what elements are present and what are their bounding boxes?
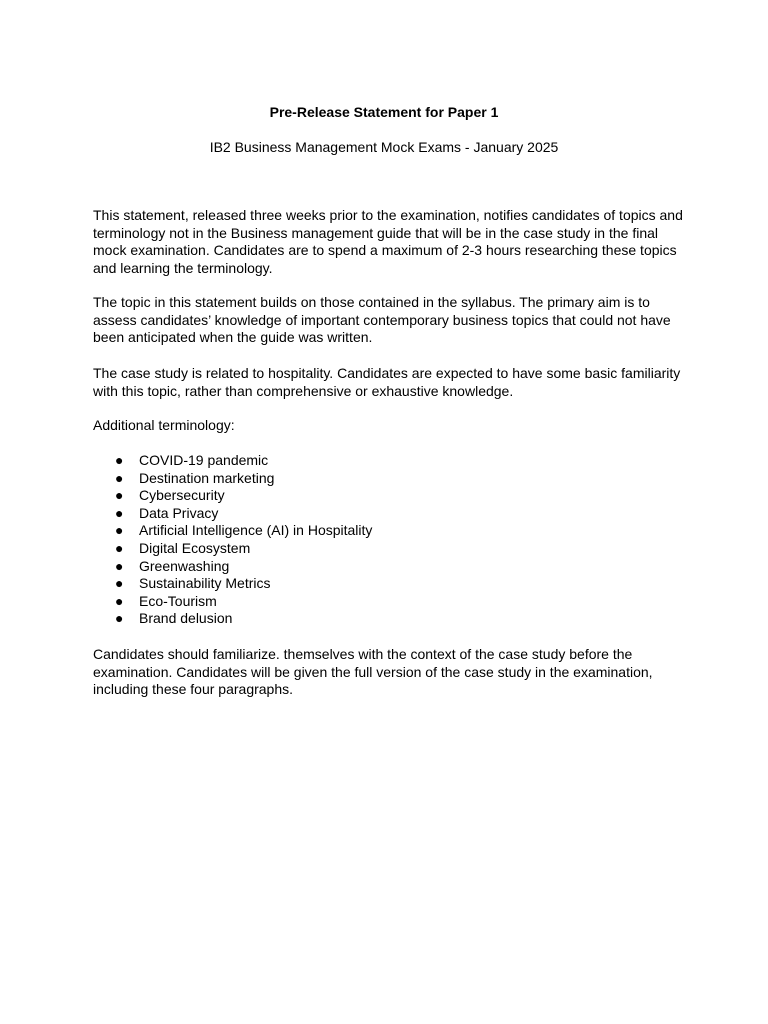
list-item	[93, 593, 372, 611]
paragraph-intro: This statement, released three weeks prior to the examination, notifies candidates of topics and terminology not in the Business management guide that will be in the case study in the final mock examination. Candidates are to spend a maximum of 2-3 hours researching these topics and learning the terminology.	[93, 207, 683, 276]
list-item	[93, 540, 372, 558]
bullet-icon: ●	[115, 469, 124, 486]
bullet-icon: ●	[115, 452, 124, 468]
terminology-heading: Additional terminology:	[93, 417, 235, 433]
bullet-icon: ●	[115, 487, 124, 504]
list-item	[93, 610, 372, 628]
term-label: Digital Ecosystem	[139, 539, 251, 556]
document-title: Pre-Release Statement for Paper 1	[269, 104, 499, 120]
list-item	[93, 487, 372, 505]
list-item	[93, 452, 372, 470]
term-label: Greenwashing	[139, 557, 230, 574]
term-label: COVID-19 pandemic	[139, 452, 269, 468]
bullet-icon: ●	[115, 610, 124, 627]
term-label: Data Privacy	[139, 504, 219, 521]
bullet-icon: ●	[115, 557, 124, 574]
terminology-list	[93, 452, 372, 628]
list-item	[93, 470, 372, 488]
bullet-icon: ●	[115, 592, 124, 609]
bullet-icon: ●	[115, 539, 124, 556]
list-item	[93, 522, 372, 540]
list-item	[93, 505, 372, 523]
list-item	[93, 575, 372, 593]
paragraph-case-study: The case study is related to hospitality. Candidates are expected to have some basic familiarity with this topic, rather than comprehensive or exhaustive knowledge.	[93, 365, 681, 399]
list-item	[93, 558, 372, 576]
term-label: Artificial Intelligence (AI) in Hospitality	[139, 522, 373, 539]
bullet-icon: ●	[115, 504, 124, 521]
bullet-icon: ●	[115, 522, 124, 539]
paragraph-closing: Candidates should familiarize. themselves with the context of the case study before the examination. Candidates will be given the full version of the case study in the examination, including these four paragraphs.	[93, 646, 653, 698]
term-label: Cybersecurity	[139, 487, 225, 504]
term-label: Destination marketing	[139, 469, 275, 486]
term-label: Brand delusion	[139, 610, 233, 627]
document-subtitle: IB2 Business Management Mock Exams - January 2025	[209, 139, 559, 155]
bullet-icon: ●	[115, 575, 124, 592]
term-label: Sustainability Metrics	[139, 575, 271, 592]
paragraph-topic-aim: The topic in this statement builds on those contained in the syllabus. The primary aim is to assess candidates’ knowledge of important contemporary business topics that could not have been anticipated when the guide was written.	[93, 294, 671, 346]
term-label: Eco-Tourism	[139, 592, 217, 609]
